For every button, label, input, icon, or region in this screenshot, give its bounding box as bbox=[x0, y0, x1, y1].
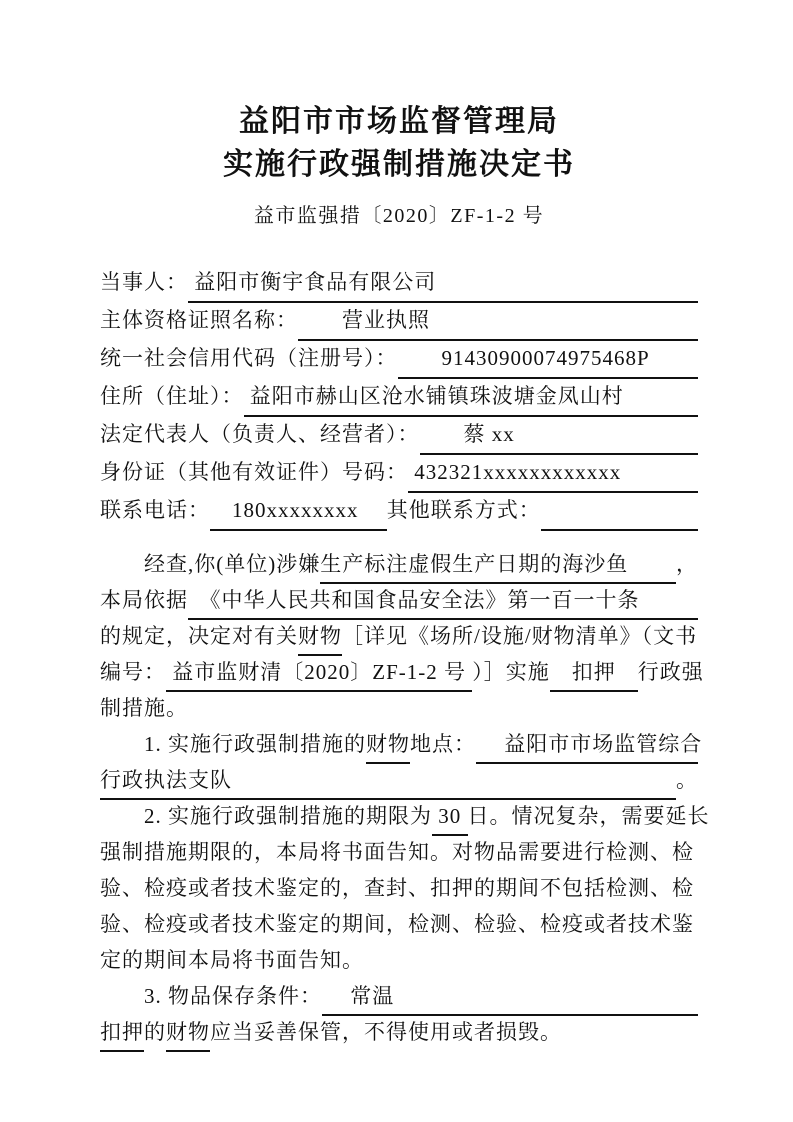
body-line bbox=[100, 548, 698, 584]
underline-fill bbox=[640, 584, 699, 620]
text-run: 住所（住址）： bbox=[100, 384, 244, 408]
form-field-row bbox=[100, 493, 698, 531]
underlined-value: 营业执照 bbox=[298, 303, 698, 341]
text-run: 验、检疫或者技术鉴定的期间，检测、检验、检疫或者技术鉴 bbox=[100, 912, 694, 936]
body-line bbox=[100, 944, 698, 980]
form-field-row bbox=[100, 303, 698, 341]
form-field-row bbox=[100, 417, 698, 455]
underlined-value: 财物 bbox=[166, 1016, 210, 1052]
text-run: 主体资格证照名称： bbox=[100, 308, 298, 332]
underlined-value: 生产标注虚假生产日期的海沙鱼 bbox=[320, 548, 628, 584]
text-run: 法定代表人（负责人、经营者）： bbox=[100, 422, 420, 446]
text-run: 验、检疫或者技术鉴定的，查封、扣押的期间不包括检测、检 bbox=[100, 876, 694, 900]
underlined-value: 益市监财清〔2020〕ZF-1-2 号 bbox=[166, 656, 472, 692]
body-line bbox=[100, 620, 698, 656]
underline-fill bbox=[541, 493, 698, 531]
body-line bbox=[100, 872, 698, 908]
body-line bbox=[100, 728, 703, 764]
doc-title: 实施行政强制措施决定书 bbox=[223, 148, 575, 181]
text-run: 。 bbox=[676, 768, 698, 792]
org-title: 益阳市市场监督管理局 bbox=[239, 105, 559, 138]
text-run: 本局依据 bbox=[100, 588, 188, 612]
body-line bbox=[100, 1016, 698, 1052]
underline-fill bbox=[628, 548, 676, 584]
text-run: ）］实施 bbox=[472, 660, 550, 684]
text-run: 行政强 bbox=[637, 660, 704, 684]
underlined-value: 30 bbox=[432, 800, 468, 836]
text-run: 联系电话： bbox=[100, 498, 210, 522]
body-line bbox=[100, 764, 698, 800]
underlined-value: 常温 bbox=[322, 980, 698, 1016]
text-run: 编号： bbox=[100, 660, 166, 684]
text-run: 其他联系方式： bbox=[386, 498, 541, 522]
decision-body-section bbox=[100, 548, 710, 1052]
underlined-value: 扣押 bbox=[100, 1016, 144, 1052]
text-run: 地点： bbox=[410, 732, 476, 756]
party-info-section bbox=[100, 265, 698, 531]
underlined-value: 180xxxxxxxx bbox=[210, 493, 387, 531]
text-run: 当事人： bbox=[100, 270, 188, 294]
text-run: 日。情况复杂，需要延长 bbox=[467, 804, 710, 828]
text-run: 的 bbox=[144, 1020, 166, 1044]
body-line bbox=[100, 584, 698, 620]
underlined-value: 《中华人民共和国食品安全法》第一百一十条 bbox=[188, 584, 640, 620]
doc-number: 益市监强措〔2020〕ZF-1-2 号 bbox=[253, 205, 545, 227]
form-field-row bbox=[100, 455, 698, 493]
text-run: 1. 实施行政强制措施的 bbox=[144, 732, 366, 756]
text-run: ， bbox=[676, 552, 698, 576]
text-run: 经查,你(单位)涉嫌 bbox=[144, 552, 321, 576]
underlined-value: 行政执法支队 bbox=[100, 764, 232, 800]
underline-fill bbox=[232, 764, 676, 800]
text-run: 制措施。 bbox=[100, 696, 188, 720]
body-line bbox=[100, 908, 698, 944]
body-line bbox=[100, 656, 704, 692]
text-run: 3. 物品保存条件： bbox=[144, 984, 322, 1008]
text-run: 身份证（其他有效证件）号码： bbox=[100, 460, 408, 484]
underlined-value: 益阳市赫山区沧水铺镇珠波塘金凤山村 bbox=[244, 379, 699, 417]
underlined-value: 益阳市衡宇食品有限公司 bbox=[188, 265, 698, 303]
underlined-value: 432321xxxxxxxxxxxx bbox=[408, 455, 698, 493]
text-run: 强制措施期限的，本局将书面告知。对物品需要进行检测、检 bbox=[100, 840, 694, 864]
form-field-row bbox=[100, 341, 698, 379]
text-run: 统一社会信用代码（注册号）： bbox=[100, 346, 398, 370]
body-line bbox=[100, 836, 698, 872]
underlined-value: 财物 bbox=[298, 620, 342, 656]
form-field-row bbox=[100, 379, 698, 417]
text-run: 定的期间本局将书面告知。 bbox=[100, 948, 364, 972]
form-field-row bbox=[100, 265, 698, 303]
text-run: 2. 实施行政强制措施的期限为 bbox=[144, 804, 432, 828]
underlined-value: 蔡 xx bbox=[420, 417, 699, 455]
body-line bbox=[100, 692, 698, 728]
text-run: ［详见《场所/设施/财物清单》（文书 bbox=[342, 624, 698, 648]
underlined-value: 扣押 bbox=[550, 656, 638, 692]
underlined-value: 益阳市市场监管综合 bbox=[476, 728, 698, 764]
text-run: 的规定，决定对有关 bbox=[100, 624, 298, 648]
text-run: 应当妥善保管，不得使用或者损毁。 bbox=[210, 1020, 562, 1044]
underlined-value: 91430900074975468P bbox=[398, 341, 699, 379]
body-line bbox=[100, 980, 698, 1016]
underlined-value: 财物 bbox=[366, 728, 410, 764]
body-line bbox=[100, 800, 710, 836]
